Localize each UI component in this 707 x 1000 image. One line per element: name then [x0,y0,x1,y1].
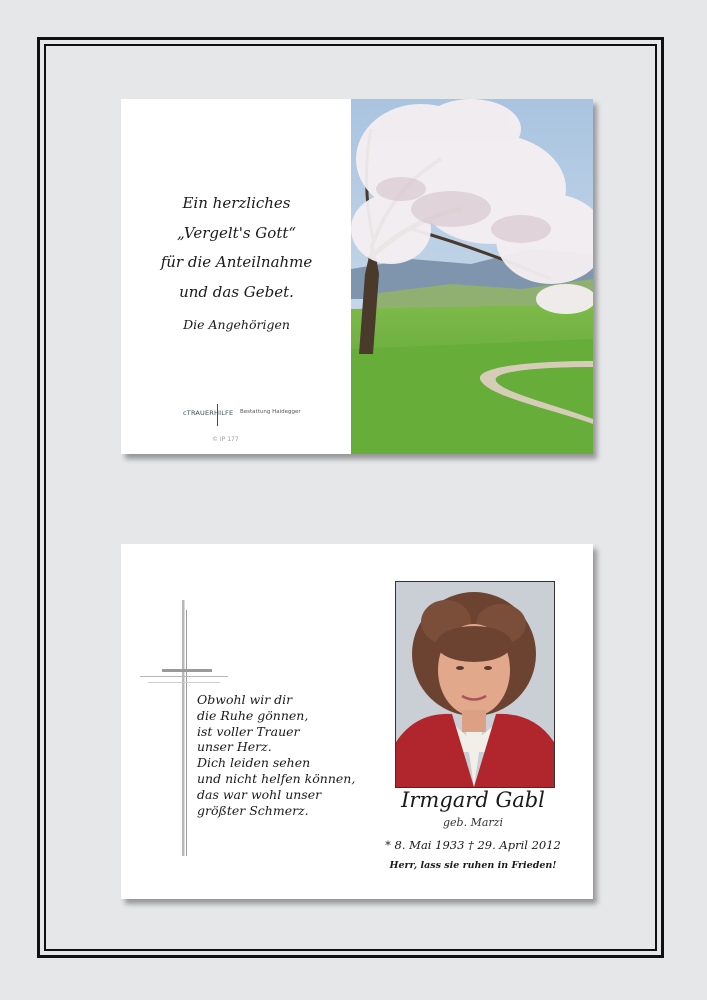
signature: Die Angehörigen [183,317,290,332]
landscape-photo [351,99,593,454]
thanks-message [121,189,352,332]
logo-brand: cTRAUERHILFE [183,409,234,417]
life-dates: * 8. Mai 1933 † 29. April 2012 [385,838,561,852]
poem-line: Obwohl wir dir [197,692,293,707]
deceased-name: Irmgard Gabl [401,788,545,812]
thank-you-card [121,99,593,454]
logo-subtitle: Bestattung Haidegger [240,409,301,415]
thanks-line: Ein herzliches [182,194,291,212]
poem-line: ist voller Trauer [197,723,300,739]
poem-line: das war wohl unser [197,786,322,802]
memorial-card [121,544,593,899]
poem-line: Dich leiden sehen [197,755,311,771]
thanks-line: „Vergelt's Gott“ [176,223,297,242]
poem-line: unser Herz. [197,739,272,755]
poem-line: die Ruhe gönnen, [197,707,309,723]
thanks-line: für die Anteilnahme [160,253,313,271]
portrait-photo [395,581,555,788]
product-code: © IP 177 [212,436,239,443]
maiden-name: geb. Marzi [443,816,503,829]
funeral-home-logo [183,404,303,426]
blessing: Herr, lass sie ruhen in Frieden! [389,860,557,871]
poem-line: größter Schmerz. [197,802,309,818]
poem-line: und nicht helfen können, [197,770,356,786]
thanks-line: und das Gebet. [179,282,294,301]
poem [197,692,367,818]
